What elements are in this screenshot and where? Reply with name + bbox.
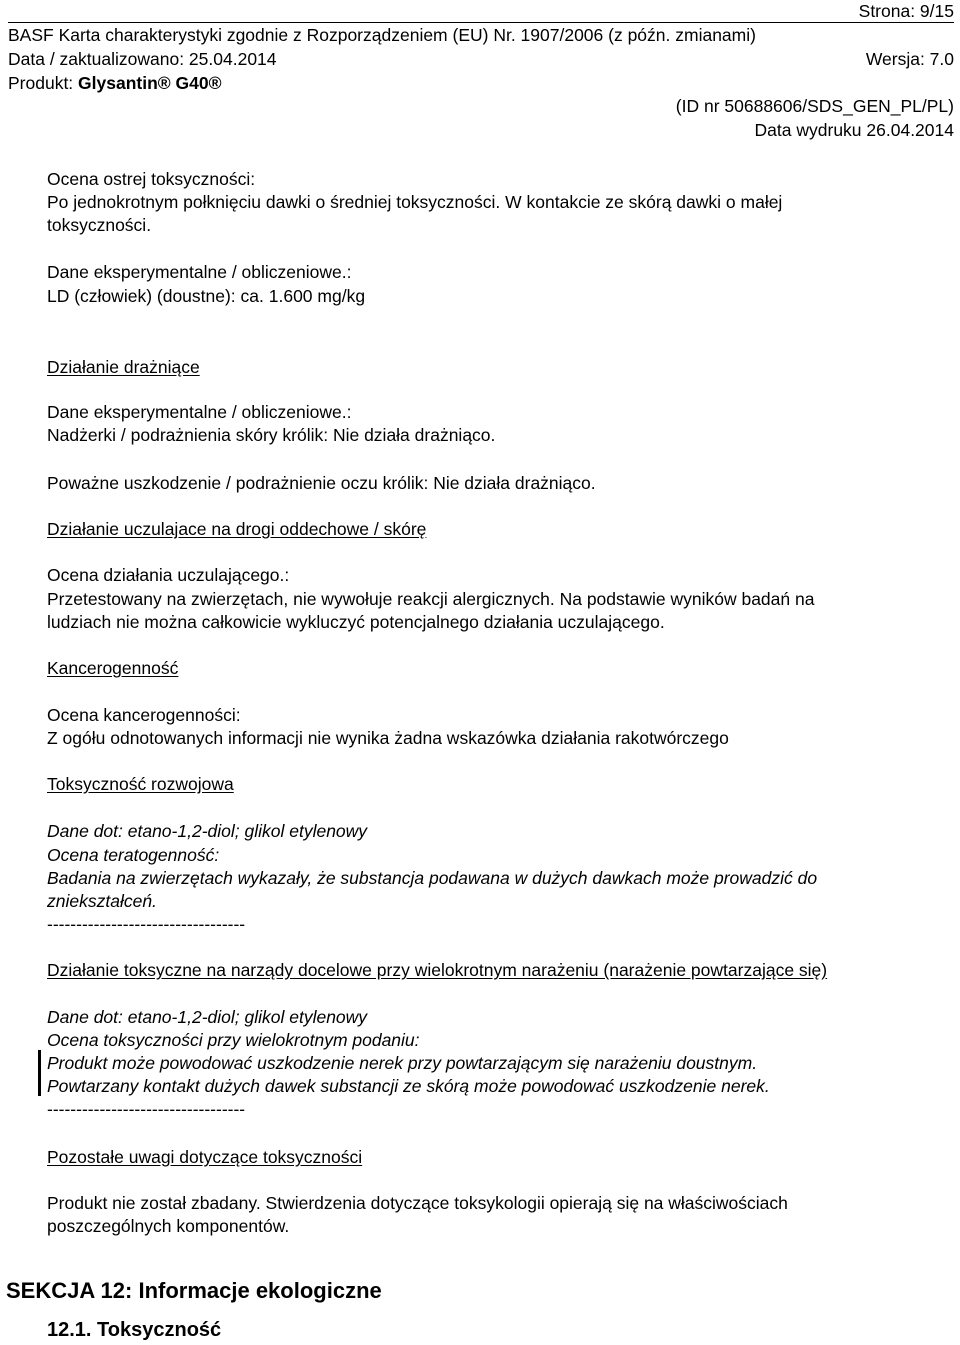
developmental-data-for: Dane dot: etano-1,2-diol; glikol etylenowy: [47, 821, 368, 841]
repeated-data-for: Dane dot: etano-1,2-diol; glikol etylenowy: [47, 1007, 368, 1027]
acute-heading: Ocena ostrej toksyczności:: [47, 169, 256, 189]
repeated-label: Ocena toksyczności przy wielokrotnym podaniu:: [47, 1030, 420, 1050]
repeated-line1: Produkt może powodować uszkodzenie nerek przy powtarzającym się narażeniu doustnym.: [47, 1053, 758, 1073]
repeated-heading: Działanie toksyczne na narządy docelowe przy wielokrotnym narażeniu (narażenie powtarzające się): [47, 960, 828, 980]
acute-text-line1: Po jednokrotnym połknięciu dawki o średniej toksyczności. W kontakcie ze skórą dawki o małej: [47, 192, 783, 212]
acute-exp-label: Dane eksperymentalne / obliczeniowe.:: [47, 262, 352, 282]
product-line: [8, 73, 222, 93]
carcinogenicity-text: Z ogółu odnotowanych informacji nie wynika żadna wskazówka działania rakotwórczego: [47, 728, 729, 748]
header-rule: [8, 22, 954, 23]
section-12-1-title: 12.1. Toksyczność: [47, 1319, 222, 1341]
acute-text-line2: toksyczności.: [47, 215, 152, 235]
developmental-heading: Toksyczność rozwojowa: [47, 774, 234, 794]
section-12-title: SEKCJA 12: Informacje ekologiczne: [6, 1278, 382, 1303]
version: Wersja: 7.0: [865, 49, 954, 69]
sensitization-line2: ludziach nie można całkowicie wykluczyć potencjalnego działania uczulającego.: [47, 612, 665, 632]
irritation-exp-label: Dane eksperymentalne / obliczeniowe.:: [47, 402, 352, 422]
other-line1: Produkt nie został zbadany. Stwierdzenia dotyczące toksykologii opierają się na właściwościach: [47, 1193, 788, 1213]
document-id: (ID nr 50688606/SDS_GEN_PL/PL): [675, 96, 954, 116]
date-updated: Data / zaktualizowano: 25.04.2014: [8, 49, 277, 69]
sensitization-label: Ocena działania uczulającego.:: [47, 565, 290, 585]
developmental-label: Ocena teratogenność:: [47, 845, 220, 865]
carcinogenicity-label: Ocena kancerogenności:: [47, 705, 241, 725]
irritation-skin: Nadżerki / podrażnienia skóry królik: Nie działa drażniąco.: [47, 425, 496, 445]
repeated-line2: Powtarzany kontakt dużych dawek substancji ze skórą może powodować uszkodzenie nerek.: [47, 1076, 770, 1096]
sensitization-heading: Działanie uczulajace na drogi oddechowe / skórę: [47, 519, 427, 539]
page-number: Strona: 9/15: [858, 1, 954, 21]
sensitization-line1: Przetestowany na zwierzętach, nie wywołuje reakcji alergicznych. Na podstawie wyników badań na: [47, 589, 815, 609]
carcinogenicity-heading: Kancerogenność: [47, 658, 179, 678]
acute-ld-value: LD (człowiek) (doustne): ca. 1.600 mg/kg: [47, 286, 366, 306]
product-label: Produkt:: [8, 73, 79, 93]
print-date: Data wydruku 26.04.2014: [754, 120, 954, 140]
irritation-heading: Działanie drażniące: [47, 357, 200, 377]
document-title: BASF Karta charakterystyki zgodnie z Rozporządzeniem (EU) Nr. 1907/2006 (z późn. zmianami): [8, 25, 756, 45]
other-heading: Pozostałe uwagi dotyczące toksyczności: [47, 1147, 363, 1167]
other-line2: poszczególnych komponentów.: [47, 1216, 290, 1236]
irritation-eye: Poważne uszkodzenie / podrażnienie oczu królik: Nie działa drażniąco.: [47, 473, 596, 493]
developmental-line2: zniekształceń.: [47, 891, 157, 911]
revision-change-bar: [38, 1050, 41, 1096]
product-name: Glysantin® G40®: [78, 73, 222, 93]
developmental-line1: Badania na zwierzętach wykazały, że substancja podawana w dużych dawkach może prowadzić do: [47, 868, 818, 888]
developmental-separator: ----------------------------------: [47, 914, 246, 934]
repeated-separator: ----------------------------------: [47, 1099, 246, 1119]
